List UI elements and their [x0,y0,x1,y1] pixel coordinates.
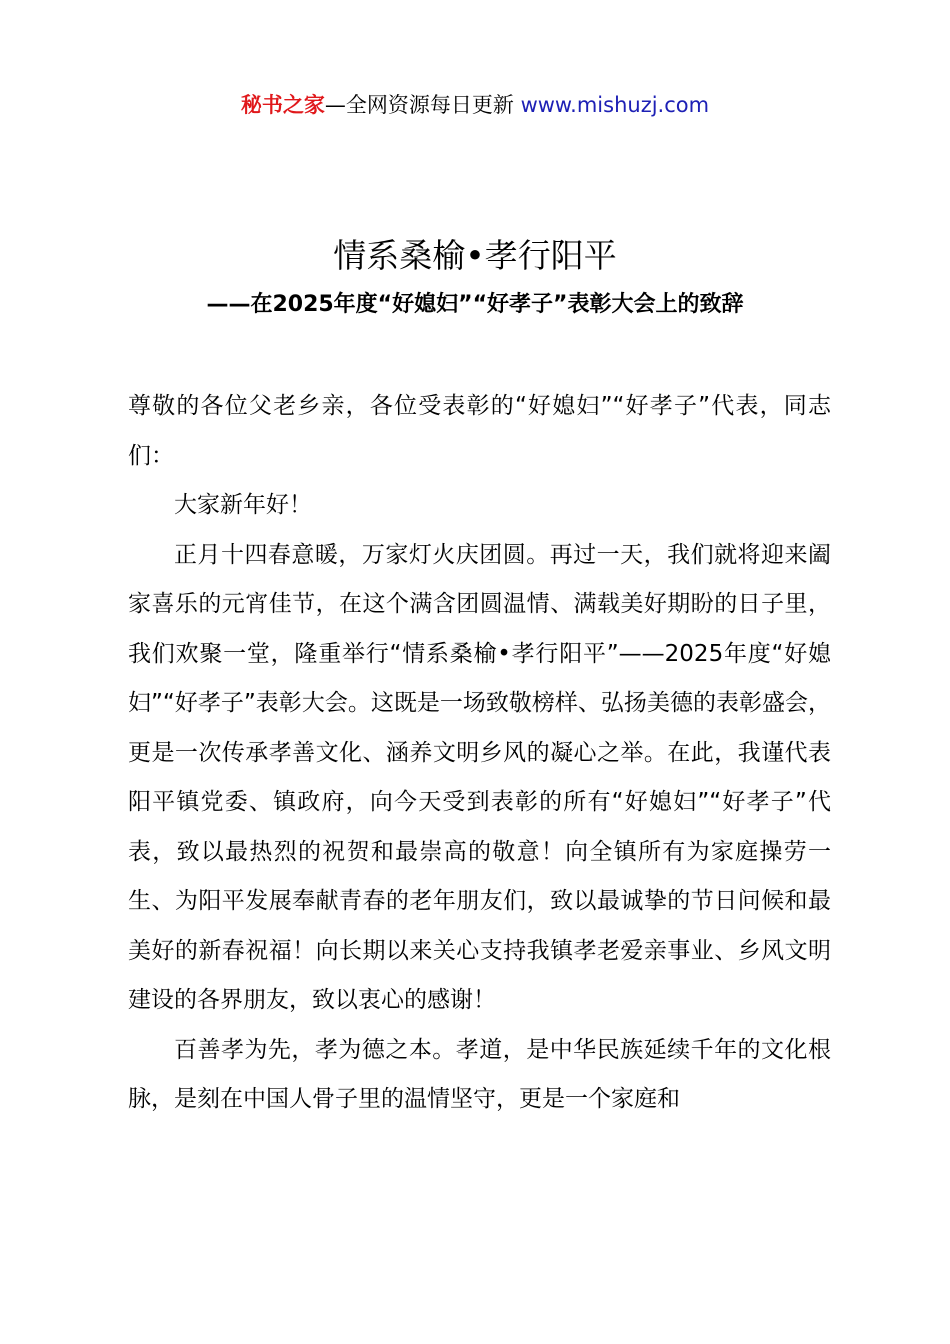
document-title: 情系桑榆•孝行阳平 [333,236,617,275]
paragraph-1: 正月十四春意暖，万家灯火庆团圆。再过一天，我们就将迎来阖家喜乐的元宵佳节，在这个满含团圆温情、满载美好期盼的日子里，我们欢聚一堂，隆重举行“情系桑榆•孝行阳平”——2025年度“好媳妇”“好孝子”表彰大会。这既是一场致敬榜样、弘扬美德的表彰盛会，更是一次传承孝善文化、涵养文明乡风的凝心之举。在此，我谨代表阳平镇党委、镇政府，向今天受到表彰的所有“好媳妇”“好孝子”代表，致以最热烈的祝贺和最崇高的敬意！向全镇所有为家庭操劳一生、为阳平发展奉献青春的老年朋友们，致以最诚挚的节日问候和最美好的新春祝福！向长期以来关心支持我镇孝老爱亲事业、乡风文明建设的各界朋友，致以衷心的感谢！ [128,541,831,1013]
site-header [0,88,950,122]
site-url-link[interactable]: www.mishuzj.com [520,93,710,117]
document-body [128,382,831,1125]
site-brand: 秘书之家 [240,93,325,117]
salutation: 尊敬的各位父老乡亲，各位受表彰的“好媳妇”“好孝子”代表，同志们： [128,393,831,469]
site-tagline: —全网资源每日更新 [324,93,514,117]
paragraph-2: 百善孝为先，孝为德之本。孝道，是中华民族延续千年的文化根脉，是刻在中国人骨子里的温情坚守，更是一个家庭和 [128,1036,831,1112]
document-subtitle: ——在2025年度“好媳妇”“好孝子”表彰大会上的致辞 [206,292,744,317]
greeting: 大家新年好！ [174,492,312,518]
